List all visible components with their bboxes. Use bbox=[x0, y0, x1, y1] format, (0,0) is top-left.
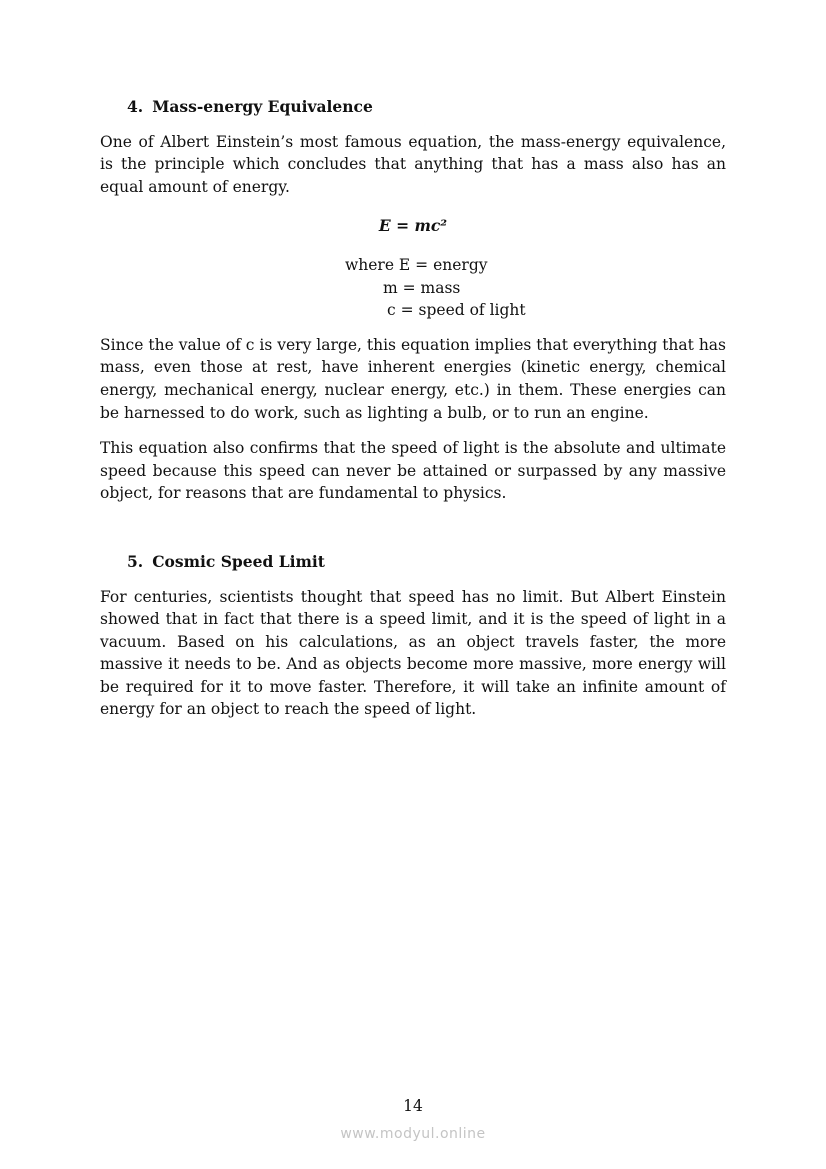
equation-legend bbox=[345, 254, 526, 322]
section-4-intro-paragraph: One of Albert Einstein’s most famous equation, the mass-energy equivalence, is the principle which concludes that anything that has a mass also has an equal amount of energy. bbox=[100, 132, 726, 196]
legend-mass-line: m = mass bbox=[383, 278, 461, 297]
legend-speed-line: c = speed of light bbox=[387, 301, 526, 320]
legend-energy-line: where E = energy bbox=[345, 255, 488, 274]
page-content bbox=[100, 96, 726, 734]
section-4-paragraph-3: This equation also confirms that the speed of light is the absolute and ultimate speed because this speed can never be attained or surpassed by any massive object, for reasons that are fundamental to physics. bbox=[100, 439, 726, 503]
mass-energy-equation: E = mc² bbox=[378, 216, 448, 236]
section-4-heading bbox=[100, 96, 726, 119]
page-number: 14 bbox=[403, 1097, 423, 1115]
section-4-number: 4. bbox=[127, 97, 144, 116]
section-5-title: Cosmic Speed Limit bbox=[152, 551, 325, 571]
section-5-paragraph-1: For centuries, scientists thought that speed has no limit. But Albert Einstein showed that in fact that there is a speed limit, and it is the speed of light in a vacuum. Based on his calculations, as an object travels faster, the more massive it needs to be. And as objects become more massive, more energy will be required for it to move faster. Therefore, it will take an infinite amount of energy for an object to reach the speed of light. bbox=[100, 587, 726, 719]
section-5-heading bbox=[100, 551, 726, 574]
section-4-paragraph-2: Since the value of c is very large, this equation implies that everything that has mass, even those at rest, have inherent energies (kinetic energy, chemical energy, mechanical energy, nuclear energy, etc.) in them. These energies can be harnessed to do work, such as lighting a bulb, or to run an engine. bbox=[100, 335, 726, 422]
section-5-number: 5. bbox=[127, 551, 144, 571]
watermark-text: www.modyul.online bbox=[340, 1126, 486, 1142]
section-4-title: Mass-energy Equivalence bbox=[152, 97, 373, 116]
